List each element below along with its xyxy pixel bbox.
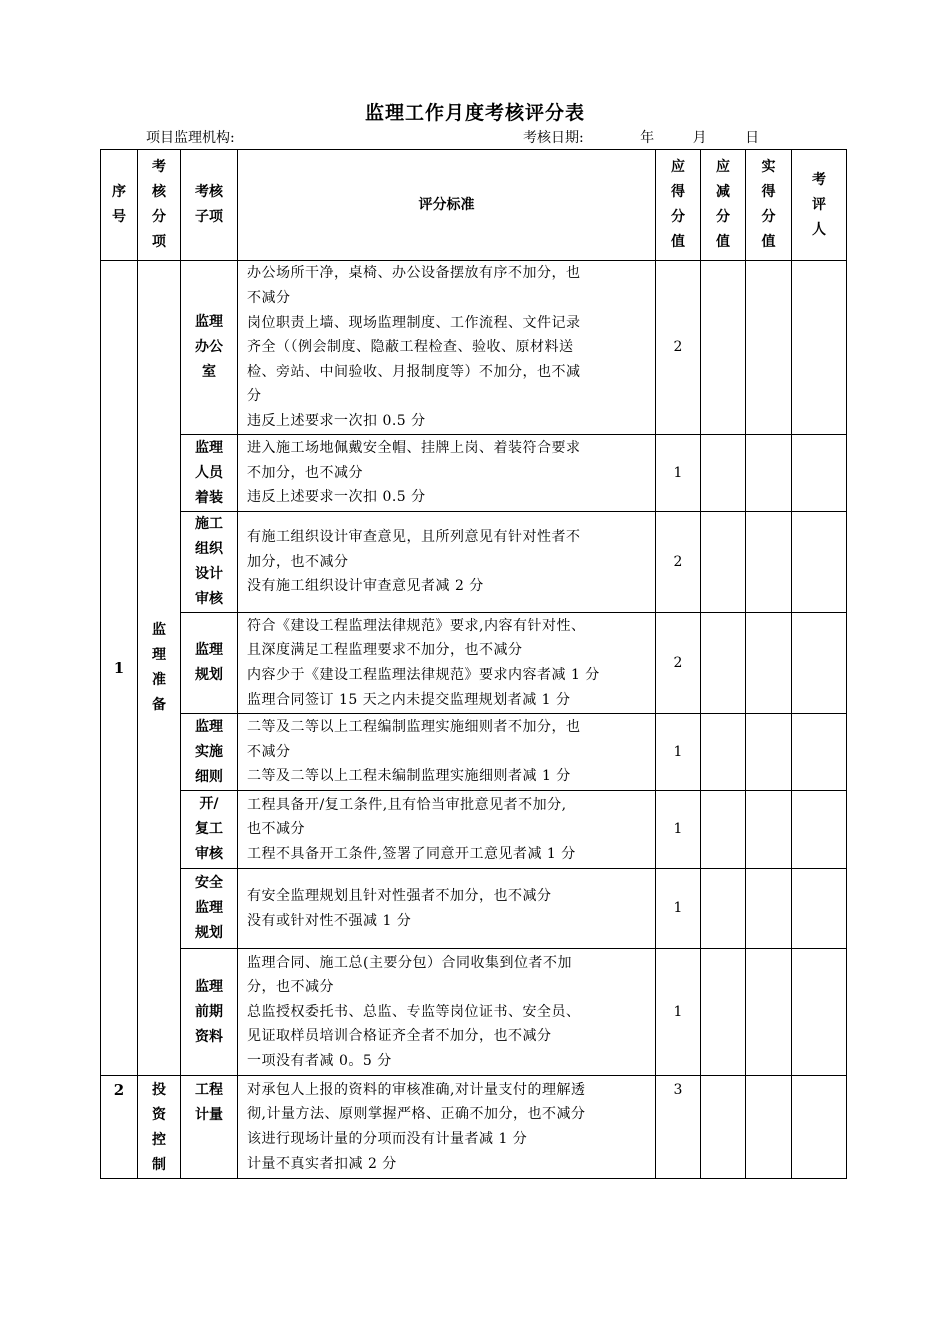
table-row (101, 435, 847, 512)
header-criteria: 评分标准 (238, 150, 656, 261)
header-actual-char: 得 (761, 184, 776, 200)
category-char: 制 (152, 1157, 166, 1173)
criteria-line: 见证取样员培训合格证齐全者不加分，也不减分 (247, 1028, 552, 1045)
subitem-line: 监理 (195, 439, 223, 456)
table-row (101, 1076, 847, 1179)
criteria-cell (238, 1076, 656, 1179)
should-score-cell: 1 (656, 714, 701, 791)
criteria-line: 岗位职责上墙、现场监理制度、工作流程、文件记录 (247, 314, 581, 331)
reviewer-cell[interactable] (792, 1076, 847, 1179)
deduct-score-cell[interactable] (701, 435, 746, 512)
criteria-line: 工程具备开/复工条件,且有恰当审批意见者不加分, (247, 796, 567, 813)
criteria-line: 计量不真实者扣减 2 分 (247, 1155, 397, 1172)
criteria-line: 分，也不减分 (247, 979, 334, 996)
subitem-line: 计量 (195, 1107, 223, 1123)
subitem-line: 审核 (195, 591, 223, 607)
subitem-line: 工程 (195, 1082, 223, 1098)
header-seq (101, 150, 138, 261)
subitem-line: 规划 (195, 667, 223, 683)
subitem-line: 实施 (195, 743, 223, 760)
deduct-score-cell[interactable] (701, 261, 746, 435)
actual-score-cell[interactable] (746, 869, 792, 949)
criteria-line: 内容少于《建设工程监理法律规范》要求内容者减 1 分 (247, 667, 600, 683)
subitem-line: 设计 (195, 566, 223, 582)
header-actual-char: 实 (761, 159, 776, 175)
category-char: 投 (152, 1082, 166, 1098)
subitem-line: 资料 (195, 1028, 223, 1045)
subitem-line: 监理 (195, 642, 223, 658)
criteria-line: 进入施工场地佩戴安全帽、挂牌上岗、着装符合要求 (247, 440, 581, 457)
subitem-line: 施工 (195, 516, 223, 532)
deduct-score-cell[interactable] (701, 869, 746, 949)
actual-score-cell[interactable] (746, 949, 792, 1076)
header-row (101, 150, 847, 261)
subitem-line: 监理 (195, 978, 223, 995)
subitem-cell (181, 1076, 238, 1179)
criteria-line: 有安全监理规划且针对性强者不加分，也不减分 (247, 887, 552, 904)
month-label: 月 (692, 130, 707, 146)
subitem-cell (181, 869, 238, 949)
subitem-line: 监理 (195, 718, 223, 735)
criteria-line: 该进行现场计量的分项而没有计量者减 1 分 (247, 1131, 528, 1147)
header-should-char: 值 (671, 234, 685, 250)
should-score-cell: 2 (656, 512, 701, 613)
reviewer-cell[interactable] (792, 791, 847, 869)
header-actual-char: 值 (761, 234, 776, 250)
criteria-line: 监理合同、施工总(主要分包）合同收集到位者不加 (247, 954, 572, 971)
should-score-cell: 1 (656, 869, 701, 949)
criteria-line: 二等及二等以上工程未编制监理实施细则者减 1 分 (247, 768, 571, 785)
category-char: 准 (152, 672, 166, 688)
should-score-cell: 2 (656, 261, 701, 435)
reviewer-cell[interactable] (792, 714, 847, 791)
criteria-line: 没有施工组织设计审查意见者减 2 分 (247, 578, 484, 595)
subitem-cell (181, 261, 238, 435)
table-row (101, 261, 847, 435)
header-seq-char: 号 (112, 209, 126, 225)
subitem-line: 复工 (195, 821, 223, 837)
date-label: 考核日期: (523, 130, 584, 146)
should-score-cell: 3 (656, 1076, 701, 1179)
page-title: 监理工作月度考核评分表 (364, 102, 585, 124)
subitem-cell (181, 512, 238, 613)
reviewer-cell[interactable] (792, 949, 847, 1076)
header-reviewer (792, 150, 847, 261)
subitem-line: 着装 (195, 489, 223, 506)
criteria-line: 违反上述要求一次扣 0.5 分 (247, 489, 426, 506)
day-label: 日 (745, 130, 760, 146)
actual-score-cell[interactable] (746, 791, 792, 869)
header-category (138, 150, 181, 261)
criteria-line: 总监授权委托书、总监、专监等岗位证书、安全员、 (247, 1003, 581, 1020)
reviewer-cell[interactable] (792, 261, 847, 435)
header-category-char: 核 (152, 184, 166, 200)
criteria-cell (238, 261, 656, 435)
year-label: 年 (640, 130, 655, 146)
actual-score-cell[interactable] (746, 1076, 792, 1179)
deduct-score-cell[interactable] (701, 613, 746, 714)
criteria-line: 工程不具备开工条件,签署了同意开工意见者减 1 分 (247, 845, 576, 862)
category-cell (138, 1076, 181, 1179)
header-should-char: 得 (671, 184, 685, 200)
header-category-char: 考 (152, 159, 166, 175)
criteria-line: 违反上述要求一次扣 0.5 分 (247, 412, 426, 429)
subitem-line: 监理 (195, 900, 223, 916)
header-category-char: 项 (152, 234, 166, 250)
category-char: 备 (152, 697, 166, 713)
header-seq-char: 序 (112, 184, 126, 200)
header-deduct-char: 值 (716, 234, 730, 250)
subitem-cell (181, 949, 238, 1076)
subitem-cell (181, 714, 238, 791)
subitem-line: 安全 (195, 875, 223, 891)
subitem-line: 前期 (195, 1003, 223, 1020)
deduct-score-cell[interactable] (701, 714, 746, 791)
subitem-line: 规划 (195, 925, 223, 941)
reviewer-cell[interactable] (792, 435, 847, 512)
date-field (523, 127, 793, 147)
header-category-char: 分 (152, 209, 166, 225)
header-should-score (656, 150, 701, 261)
table-row (101, 949, 847, 1076)
criteria-line: 办公场所干净，桌椅、办公设备摆放有序不加分，也 (247, 265, 581, 282)
criteria-line: 分 (247, 388, 262, 405)
criteria-line: 彻,计量方法、原则掌握严格、正确不加分，也不减分 (247, 1106, 586, 1123)
should-score-cell: 1 (656, 791, 701, 869)
seq-cell: 2 (101, 1076, 138, 1179)
subitem-line: 组织 (195, 541, 223, 557)
category-char: 监 (152, 622, 166, 638)
criteria-line: 且深度满足工程监理要求不加分，也不减分 (247, 642, 523, 659)
header-deduct-char: 减 (716, 184, 730, 200)
header-subitem (181, 150, 238, 261)
deduct-score-cell[interactable] (701, 949, 746, 1076)
org-label: 项目监理机构: (146, 130, 235, 146)
subitem-line: 监理 (195, 314, 223, 330)
criteria-line: 监理合同签订 15 天之内未提交监理规划者减 1 分 (247, 691, 571, 708)
actual-score-cell[interactable] (746, 714, 792, 791)
table-row (101, 714, 847, 791)
criteria-cell (238, 613, 656, 714)
subitem-line: 室 (202, 364, 216, 380)
deduct-score-cell[interactable] (701, 512, 746, 613)
table-row (101, 613, 847, 714)
header-actual-score (746, 150, 792, 261)
reviewer-cell[interactable] (792, 869, 847, 949)
header-reviewer-char: 人 (812, 221, 826, 238)
category-char: 理 (152, 647, 166, 663)
should-score-cell: 2 (656, 613, 701, 714)
criteria-line: 加分，也不减分 (247, 553, 349, 570)
deduct-score-cell[interactable] (701, 1076, 746, 1179)
header-subitem-line: 考核 (195, 184, 223, 200)
subitem-cell (181, 435, 238, 512)
criteria-line: 不加分，也不减分 (247, 464, 363, 481)
criteria-line: 检、旁站、中间验收、月报制度等）不加分，也不减 (247, 363, 581, 380)
category-char: 资 (152, 1107, 166, 1123)
header-subitem-line: 子项 (195, 209, 223, 225)
criteria-line: 不减分 (247, 290, 291, 307)
table-body (101, 261, 847, 1179)
criteria-cell (238, 791, 656, 869)
criteria-line: 对承包人上报的资料的审核准确,对计量支付的理解透 (247, 1081, 586, 1098)
table-row (101, 512, 847, 613)
header-deduct-score (701, 150, 746, 261)
actual-score-cell[interactable] (746, 512, 792, 613)
table-row (101, 869, 847, 949)
subitem-line: 开/ (199, 796, 219, 812)
category-cell (138, 261, 181, 1076)
should-score-cell: 1 (656, 949, 701, 1076)
criteria-line: 也不减分 (247, 821, 305, 838)
criteria-line: 有施工组织设计审查意见，且所列意见有针对性者不 (247, 529, 581, 546)
subitem-cell (181, 791, 238, 869)
header-should-char: 分 (671, 209, 685, 225)
subitem-line: 细则 (195, 768, 223, 785)
criteria-cell (238, 869, 656, 949)
seq-cell: 1 (101, 261, 138, 1076)
category-char: 控 (152, 1132, 166, 1148)
actual-score-cell[interactable] (746, 613, 792, 714)
deduct-score-cell[interactable] (701, 791, 746, 869)
header-deduct-char: 应 (716, 159, 730, 175)
header-deduct-char: 分 (716, 209, 730, 225)
actual-score-cell[interactable] (746, 435, 792, 512)
scoring-table (100, 149, 847, 1179)
criteria-line: 没有或针对性不强减 1 分 (247, 912, 412, 929)
table-row (101, 791, 847, 869)
header-should-char: 应 (671, 159, 685, 175)
criteria-line: 二等及二等以上工程编制监理实施细则者不加分，也 (247, 719, 581, 736)
should-score-cell: 1 (656, 435, 701, 512)
criteria-line: 齐全（（例会制度、隐蔽工程检查、验收、原材料送 (247, 339, 574, 356)
criteria-cell (238, 949, 656, 1076)
criteria-cell (238, 714, 656, 791)
header-actual-char: 分 (761, 209, 776, 225)
criteria-line: 一项没有者减 0。5 分 (247, 1052, 392, 1069)
criteria-cell (238, 435, 656, 512)
actual-score-cell[interactable] (746, 261, 792, 435)
header-reviewer-char: 考 (812, 171, 826, 188)
criteria-cell (238, 512, 656, 613)
reviewer-cell[interactable] (792, 613, 847, 714)
subitem-line: 人员 (195, 464, 223, 481)
subitem-cell (181, 613, 238, 714)
header-reviewer-char: 评 (812, 196, 826, 213)
criteria-line: 不减分 (247, 743, 291, 760)
subitem-line: 办公 (195, 339, 223, 355)
reviewer-cell[interactable] (792, 512, 847, 613)
subitem-line: 审核 (195, 846, 223, 862)
criteria-line: 符合《建设工程监理法律规范》要求,内容有针对性、 (247, 617, 586, 634)
